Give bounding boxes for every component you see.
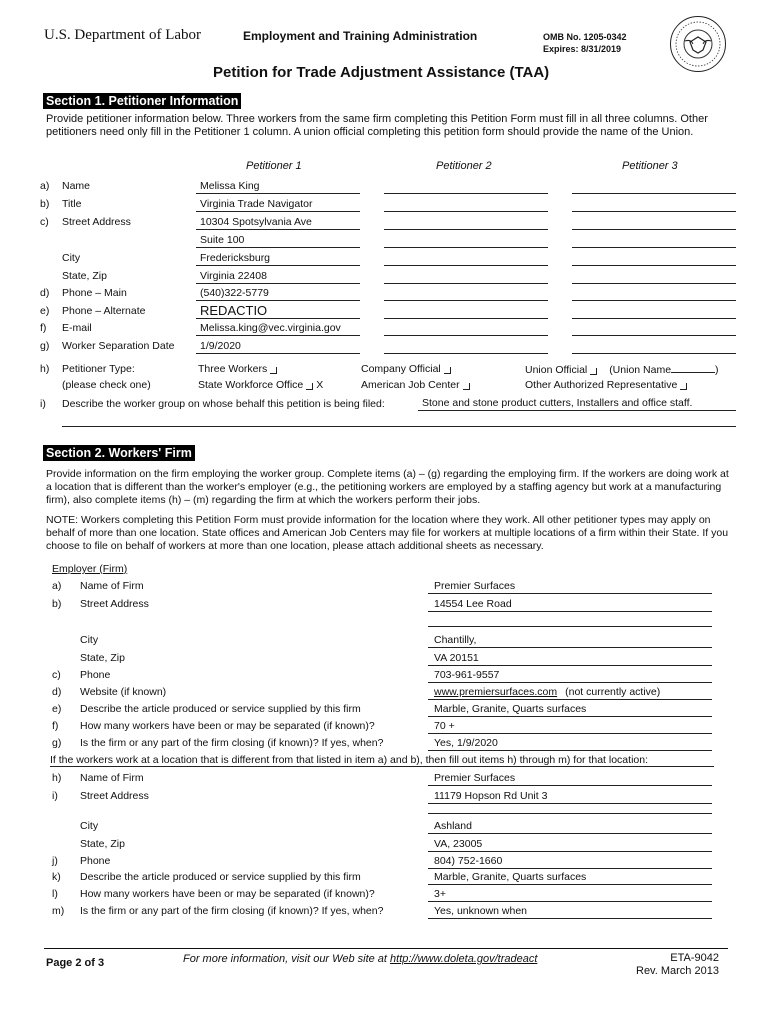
worksite-underline — [428, 833, 712, 834]
petitioner1-header: Petitioner 1 — [246, 160, 302, 172]
row-letter: f) — [40, 322, 47, 334]
three-workers-checkbox[interactable] — [270, 367, 277, 374]
footer-rule — [44, 948, 728, 949]
petitioner2-field[interactable] — [384, 193, 548, 194]
worksite-value[interactable]: Premier Surfaces — [434, 772, 516, 784]
worksite-value[interactable]: Marble, Granite, Quarts surfaces — [434, 871, 587, 883]
row-label: Name — [62, 180, 91, 192]
option-state-workforce[interactable] — [198, 379, 323, 391]
employer-underline — [428, 647, 712, 648]
row-label: Worker Separation Date — [62, 340, 175, 352]
petitioner2-field[interactable] — [384, 300, 548, 301]
petitioner2-field[interactable] — [384, 265, 548, 266]
union-official-label: Union Official — [525, 364, 588, 376]
row-label: Street Address — [80, 790, 149, 802]
row-label: City — [62, 252, 81, 264]
row-letter: b) — [40, 198, 50, 210]
worksite-underline — [428, 884, 712, 885]
describe-underline — [418, 410, 736, 411]
employer-value-text: VA 20151 — [434, 652, 479, 664]
row-letter: e) — [40, 305, 50, 317]
petitioner1-value[interactable]: Melissa King — [200, 180, 260, 192]
petitioner3-field[interactable] — [572, 318, 736, 319]
omb-number: OMB No. 1205-0342 — [543, 32, 627, 42]
row-letter: e) — [52, 703, 62, 715]
employer-value[interactable] — [434, 598, 512, 610]
omb-block — [543, 31, 627, 55]
employer-underline-blank[interactable] — [428, 626, 712, 627]
row-letter: l) — [52, 888, 58, 900]
department-seal-icon — [670, 16, 726, 72]
petitioner3-field[interactable] — [572, 247, 736, 248]
row-label: State, Zip — [62, 270, 107, 282]
row-letter: f) — [52, 720, 59, 732]
petitioner3-field[interactable] — [572, 283, 736, 284]
worksite-underline — [428, 785, 712, 786]
other-rep-label: Other Authorized Representative — [525, 379, 678, 391]
section2-note: NOTE: Workers completing this Petition Form must provide information for the location where they work. All other petitioner types may apply on behalf of more than one location. State offices and American Job Centers may file for workers at multiple locations of a firm within their State. If you choose to file on behalf of workers at more than one location, please attach additional sheets as necessary. — [46, 514, 729, 552]
row-letter: c) — [52, 669, 61, 681]
petitioner1-value[interactable]: 1/9/2020 — [200, 340, 241, 352]
row-label: How many workers have been or may be separated (if known)? — [80, 888, 375, 900]
petitioner-type-sublabel: (please check one) — [62, 379, 151, 391]
petitioner3-field[interactable] — [572, 265, 736, 266]
worksite-value[interactable]: 3+ — [434, 888, 446, 900]
petitioner2-field[interactable] — [384, 353, 548, 354]
seal-ring-icon — [671, 17, 725, 71]
employer-value-text: www.premiersurfaces.com — [434, 686, 558, 698]
row-label: How many workers have been or may be separated (if known)? — [80, 720, 375, 732]
employer-value[interactable] — [434, 737, 498, 749]
form-id: ETA-9042 — [670, 952, 719, 964]
employer-underline — [428, 750, 712, 751]
section2-heading: Section 2. Workers' Firm — [43, 445, 195, 461]
row-label: Phone – Alternate — [62, 305, 146, 317]
petitioner1-underline — [196, 247, 360, 248]
worksite-underline — [428, 918, 712, 919]
petitioner3-field[interactable] — [572, 229, 736, 230]
row-label: Phone — [80, 669, 111, 681]
worksite-underline — [428, 803, 712, 804]
petitioner1-value[interactable]: (540)322-5779 — [200, 287, 269, 299]
row-letter: b) — [52, 598, 62, 610]
american-job-center-label: American Job Center — [361, 379, 460, 391]
row-letter: g) — [52, 737, 62, 749]
row-label: Describe the article produced or service supplied by this firm — [80, 703, 361, 715]
employer-value-text: Yes, 1/9/2020 — [434, 737, 498, 749]
form-id-block — [636, 952, 719, 978]
petitioner2-field[interactable] — [384, 229, 548, 230]
employer-value-text: Chantilly, — [434, 634, 477, 646]
employer-value[interactable] — [434, 720, 455, 732]
employer-underline — [428, 716, 712, 717]
petitioner1-underline — [196, 335, 360, 336]
state-workforce-mark: X — [316, 379, 324, 391]
three-workers-label: Three Workers — [198, 363, 268, 375]
other-rep-checkbox[interactable] — [680, 383, 687, 390]
petitioner3-header: Petitioner 3 — [622, 160, 678, 172]
option-three-workers[interactable] — [198, 363, 280, 375]
union-official-checkbox[interactable] — [590, 368, 597, 375]
worksite-value[interactable]: Ashland — [434, 820, 472, 832]
employer-underline — [428, 682, 712, 683]
footer-info — [183, 953, 537, 965]
petitioner1-underline — [196, 283, 360, 284]
petitioner2-field[interactable] — [384, 247, 548, 248]
row-letter: c) — [40, 216, 49, 228]
worksite-underline — [428, 851, 712, 852]
petitioner3-field[interactable] — [572, 353, 736, 354]
state-workforce-checkbox[interactable] — [306, 383, 313, 390]
location-note: If the workers work at a location that is different from that listed in item a) and b), then fill out items h) through m) for that location: — [50, 754, 648, 766]
describe-value[interactable]: Stone and stone product cutters, Installers and office staff. — [422, 397, 693, 409]
worksite-value[interactable]: Yes, unknown when — [434, 905, 528, 917]
describe-underline-2 — [62, 426, 736, 427]
american-job-center-checkbox[interactable] — [463, 383, 470, 390]
petitioner1-value[interactable]: Virginia Trade Navigator — [200, 198, 313, 210]
employer-value[interactable] — [434, 634, 476, 646]
worksite-value[interactable]: 11179 Hopson Rd Unit 3 — [434, 790, 548, 802]
petitioner3-field[interactable] — [572, 193, 736, 194]
petitioner3-field[interactable] — [572, 335, 736, 336]
petitioner1-underline — [196, 211, 360, 212]
row-letter: a) — [52, 580, 62, 592]
option-company-official[interactable] — [361, 363, 454, 375]
row-label: Name of Firm — [80, 580, 144, 592]
section1-intro: Provide petitioner information below. Three workers from the same firm completing this Petition Form must fill in all three columns. Other petitioners need only fill in the Petitioner 1 column. A union official completing this petition form should provide the name of the Union. — [46, 113, 708, 138]
row-letter: d) — [52, 686, 62, 698]
row-label: Street Address — [62, 216, 131, 228]
petitioner2-field[interactable] — [384, 283, 548, 284]
footer-info-text: For more information, visit our Web site at — [183, 953, 391, 965]
row-label: City — [80, 820, 99, 832]
row-label: Street Address — [80, 598, 149, 610]
worksite-value[interactable]: VA, 23005 — [434, 838, 483, 850]
company-official-label: Company Official — [361, 363, 441, 375]
petitioner1-underline — [196, 193, 360, 194]
employer-value-text: 703-961-9557 — [434, 669, 500, 681]
petitioner2-field[interactable] — [384, 211, 548, 212]
row-label: Website (if known) — [80, 686, 167, 698]
row-label: Name of Firm — [80, 772, 144, 784]
petitioner1-value[interactable]: Fredericksburg — [200, 252, 271, 264]
form-revision: Rev. March 2013 — [636, 965, 719, 977]
petitioner1-underline — [196, 300, 360, 301]
row-letter: j) — [52, 855, 58, 867]
row-label: E-mail — [62, 322, 92, 334]
option-other-representative[interactable] — [525, 379, 690, 391]
employer-value-text: 14554 Lee Road — [434, 598, 512, 610]
employer-label: Employer (Firm) — [52, 563, 128, 575]
form-title: Petition for Trade Adjustment Assistance (TAA) — [213, 64, 550, 81]
describe-letter: i) — [40, 398, 46, 410]
petitioner1-underline — [196, 353, 360, 354]
employer-underline — [428, 593, 712, 594]
section1-heading: Section 1. Petitioner Information — [43, 93, 241, 109]
location-note-underline — [50, 766, 714, 767]
employer-underline — [428, 733, 712, 734]
petitioner2-header: Petitioner 2 — [436, 160, 492, 172]
employer-value-text: Marble, Granite, Quarts surfaces — [434, 703, 587, 715]
row-label: State, Zip — [80, 838, 125, 850]
row-letter: h) — [52, 772, 62, 784]
employer-value[interactable] — [434, 652, 479, 664]
employer-value[interactable] — [434, 669, 499, 681]
petitioner-type-letter: h) — [40, 363, 50, 375]
section2-intro: Provide information on the firm employing the worker group. Complete items (a) – (g) regarding the employing firm. If the workers are doing work at a location that is different than the worker's employer (e.g., the petitioning workers are employed by a staffing agency but work at a manufacturing firm), also complete items (h) – (m) regarding the firm at which the workers perform their jobs. — [46, 468, 729, 506]
employer-value-text: 70 + — [434, 720, 455, 732]
employer-underline — [428, 699, 712, 700]
row-letter: k) — [52, 871, 61, 883]
union-name-field[interactable] — [671, 363, 715, 373]
petitioner-type-label: Petitioner Type: — [62, 363, 135, 375]
option-union-official[interactable] — [525, 363, 719, 376]
row-letter: d) — [40, 287, 50, 299]
row-label: Describe the article produced or service supplied by this firm — [80, 871, 361, 883]
employer-value[interactable] — [434, 703, 586, 715]
row-label: Phone — [80, 855, 111, 867]
petitioner1-value[interactable]: 10304 Spotsylvania Ave — [200, 216, 312, 228]
employer-value[interactable] — [434, 686, 660, 698]
petitioner1-underline — [196, 265, 360, 266]
employer-value[interactable] — [434, 580, 515, 592]
worksite-value[interactable]: 804) 752-1660 — [434, 855, 503, 867]
employer-value-text: Premier Surfaces — [434, 580, 516, 592]
row-label: Phone – Main — [62, 287, 127, 299]
page-number: Page 2 of 3 — [46, 957, 105, 969]
employer-value-extra: (not currently active) — [565, 686, 661, 698]
state-workforce-label: State Workforce Office — [198, 379, 304, 391]
option-american-job-center[interactable] — [361, 379, 473, 391]
petitioner3-field[interactable] — [572, 211, 736, 212]
union-name-label: (Union Name — [609, 364, 672, 376]
petitioner3-field[interactable] — [572, 300, 736, 301]
petitioner1-value[interactable]: REDACTIO — [200, 303, 268, 318]
petitioner1-underline — [196, 318, 360, 319]
petitioner1-value[interactable]: Melissa.king@vec.virginia.gov — [200, 322, 341, 334]
petitioner1-value[interactable]: Virginia 22408 — [200, 270, 267, 282]
row-label: Is the firm or any part of the firm closing (if known)? If yes, when? — [80, 737, 384, 749]
worksite-underline-blank[interactable] — [428, 813, 712, 814]
footer-link[interactable]: http://www.doleta.gov/tradeact — [390, 953, 538, 965]
petitioner1-underline — [196, 229, 360, 230]
row-label: Is the firm or any part of the firm closing (if known)? If yes, when? — [80, 905, 384, 917]
row-label: Title — [62, 198, 82, 210]
petitioner2-field[interactable] — [384, 335, 548, 336]
department-name: U.S. Department of Labor — [44, 27, 202, 43]
agency-name: Employment and Training Administration — [243, 29, 478, 43]
row-letter: m) — [52, 905, 65, 917]
row-label: State, Zip — [80, 652, 125, 664]
row-letter: a) — [40, 180, 50, 192]
worksite-underline — [428, 901, 712, 902]
row-letter: g) — [40, 340, 50, 352]
expiration-date: Expires: 8/31/2019 — [543, 44, 622, 54]
employer-underline — [428, 665, 712, 666]
row-letter: i) — [52, 790, 58, 802]
row-label: City — [80, 634, 99, 646]
worksite-underline — [428, 868, 712, 869]
union-name-close: ) — [715, 364, 719, 376]
describe-label: Describe the worker group on whose behalf this petition is being filed: — [62, 398, 385, 410]
company-official-checkbox[interactable] — [444, 367, 451, 374]
employer-underline — [428, 611, 712, 612]
petitioner1-value[interactable]: Suite 100 — [200, 234, 245, 246]
petitioner2-field[interactable] — [384, 318, 548, 319]
